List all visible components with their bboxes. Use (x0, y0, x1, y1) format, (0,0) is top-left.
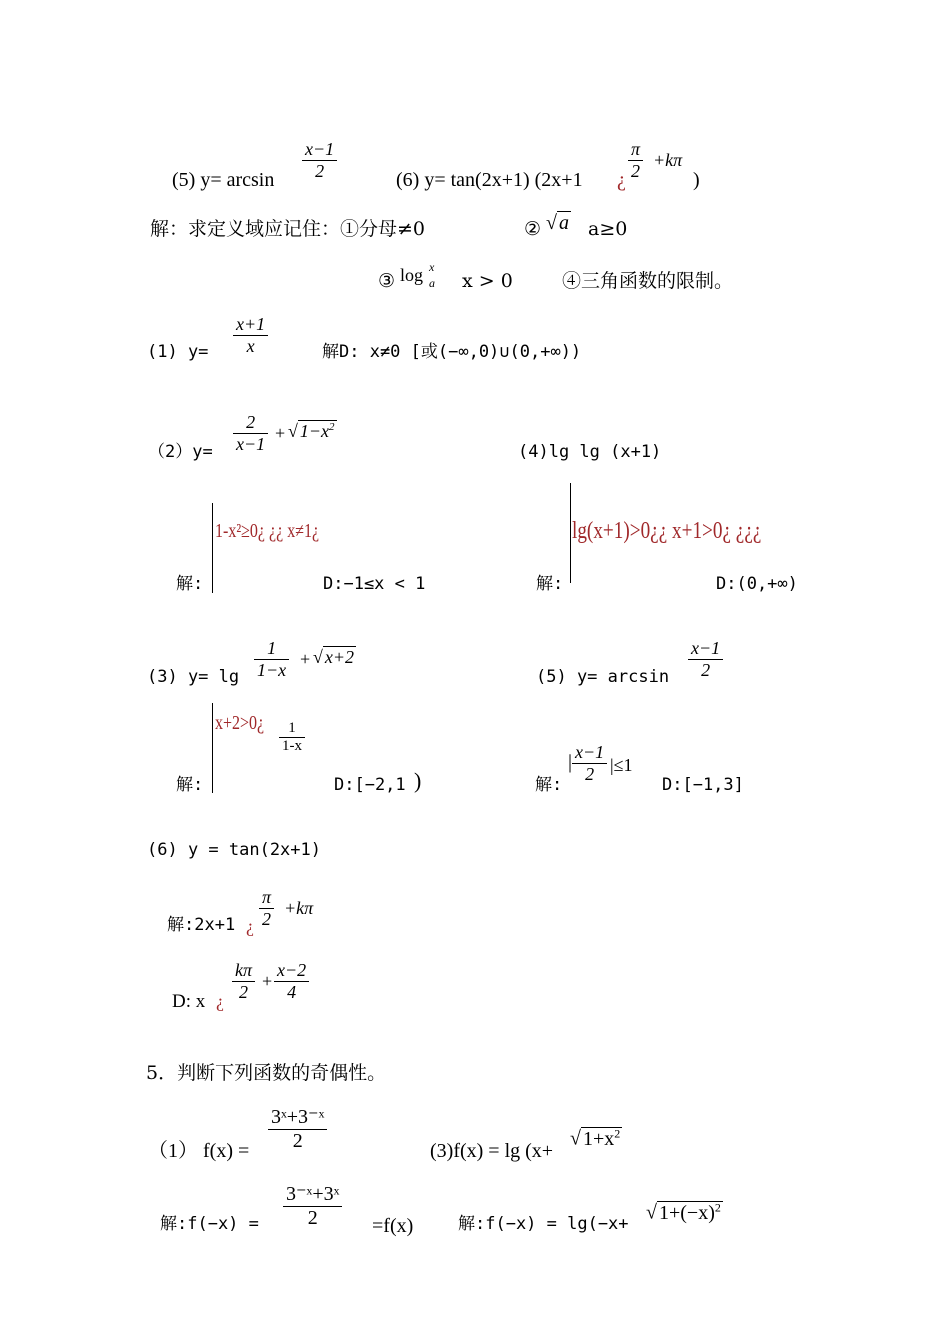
q3-domain: D:[−2,1 (334, 775, 406, 795)
q6-domain-fraction-2 (274, 960, 309, 1002)
s5-p3-sqrt: √ $1+x^2$ (570, 1126, 621, 1150)
s5-s3-label: 解:f(−x) = lg(−x+ (458, 1214, 629, 1234)
s5-p1-numerator: 3ˣ+3⁻ˣ (268, 1106, 327, 1130)
q3-solution-brace (212, 703, 213, 793)
q4-solution-brace (570, 483, 571, 583)
q4-label: (4)lg lg (x+1) (518, 442, 662, 462)
rule-3-condition: x > 0 (462, 270, 513, 292)
q6-domain-num-2: x−2 (274, 960, 309, 982)
rule-3-log: log (400, 265, 424, 285)
s5-s1-fraction (283, 1183, 342, 1230)
q6-domain-num-1: kπ (232, 960, 255, 982)
q3-solution-fraction (279, 720, 305, 756)
q3-radicand: x+2 (324, 647, 355, 667)
q6-domain-den-1: 2 (239, 981, 248, 1002)
q4-domain: D:(0,+∞) (716, 574, 798, 594)
q2-radicand-sup: 2 (329, 421, 335, 433)
p6-tail: +kπ (653, 150, 683, 170)
q3-sqrt: √ x+2 (313, 647, 355, 667)
q5-numerator: x−1 (688, 638, 723, 660)
q5-solution-fraction (572, 742, 607, 784)
q5-label: (5) y= arcsin (536, 667, 670, 687)
q6-domain-glyph: ¿ (216, 991, 224, 1011)
p5-label: (5) y= arcsin (172, 169, 275, 191)
q1-fraction (233, 314, 268, 356)
q3-domain-close: ) (414, 768, 422, 793)
q4-solution-garbled: lg(x+1)>0¿¿ x+1>0¿ ¿¿¿ (572, 518, 762, 544)
rule-intro: 解：求定义域应记住：①分母≠0 (150, 218, 426, 240)
q2-plus: + (275, 423, 286, 443)
q3-solution-numerator: 1 (279, 720, 305, 738)
rule-3-sub: a (429, 276, 435, 290)
q6-fraction (259, 887, 274, 929)
s5-s1-numerator: 3⁻ˣ+3ˣ (283, 1183, 342, 1207)
q6-numerator: π (259, 887, 274, 909)
s5-s3-sup: 2 (714, 1200, 721, 1214)
q3-numerator: 1 (254, 638, 289, 660)
q5-solution-numerator: x−1 (572, 742, 607, 764)
q6-denominator: 2 (262, 908, 272, 929)
s5-s1-tail: =f(x) (372, 1215, 414, 1237)
q2-label: （2）y= (148, 442, 213, 462)
q2-domain: D:−1≤x < 1 (323, 574, 426, 594)
rule-2-marker: ② (524, 218, 542, 240)
q1-answer: 解D: x≠0 [或(−∞,0)∪(0,+∞)) (322, 342, 582, 362)
s5-s1-label: 解:f(−x) = (160, 1214, 259, 1234)
p6-close: ) (693, 169, 700, 191)
p6-fraction (628, 139, 643, 181)
s5-p3-radicand: 1+x (582, 1127, 615, 1150)
s5-p1-fraction (268, 1106, 327, 1153)
rule-3-marker: ③ (378, 270, 396, 292)
q6-garbled-glyph: ¿ (246, 916, 254, 936)
p5-numerator: x−1 (302, 139, 337, 161)
q2-numerator: 2 (233, 412, 268, 434)
q2-solution-label: 解: (176, 574, 204, 594)
q2-solution-garbled: 1-x²≥0¿ ¿¿ x≠1¿ (215, 520, 320, 542)
q1-label: (1) y= (147, 342, 209, 362)
q3-solution-label: 解: (176, 775, 204, 795)
q2-radicand: 1−x (299, 421, 330, 441)
rule-2-condition: a≥0 (588, 218, 628, 240)
q5-solution-tail: |≤1 (610, 755, 633, 775)
q1-numerator: x+1 (233, 314, 268, 336)
rule-2-sqrt: √ a (546, 212, 569, 234)
s5-s3-sqrt: √ $1+(-x)^2$ (646, 1200, 721, 1224)
p5-fraction (302, 139, 337, 181)
q3-fraction (254, 638, 289, 680)
q3-label: (3) y= lg (147, 667, 240, 687)
p6-denominator: 2 (631, 160, 641, 181)
rule-2-radicand: a (558, 212, 569, 234)
q6-label: (6) y = tan(2x+1) (147, 840, 321, 860)
rule-3-sup: x (429, 260, 435, 274)
q5-abs-open: | (568, 751, 573, 773)
rule-4: ④三角函数的限制。 (562, 270, 734, 292)
q1-denominator: x (246, 335, 255, 356)
q3-solution-denominator: 1-x (282, 738, 302, 755)
q6-domain-label: D: x (172, 991, 206, 1012)
s5-p3-sup: 2 (614, 1126, 621, 1140)
q6-domain-plus: + (262, 971, 273, 991)
q3-solution-garbled-1: x+2>0¿ (215, 712, 265, 734)
p6-numerator: π (628, 139, 643, 161)
s5-p3-label: (3)f(x) = lg (x+ (430, 1140, 554, 1162)
q2-denominator: x−1 (236, 433, 266, 454)
q2-sqrt: √ $1-x^2$ (288, 421, 335, 441)
p6-label: (6) y= tan(2x+1) (2x+1 (396, 169, 583, 191)
p5-denominator: 2 (315, 160, 325, 181)
q6-domain-fraction-1 (232, 960, 255, 1002)
s5-s1-denominator: 2 (307, 1207, 318, 1229)
q5-denominator: 2 (701, 659, 711, 680)
s5-p1-denominator: 2 (292, 1130, 303, 1152)
q6-tail: +kπ (284, 898, 314, 918)
q6-solution-label: 解:2x+1 (167, 915, 236, 935)
q6-domain-den-2: 4 (287, 981, 297, 1002)
q3-denominator: 1−x (257, 659, 287, 680)
section5-title: 5．判断下列函数的奇偶性。 (146, 1062, 387, 1084)
q2-fraction (233, 412, 268, 454)
s5-p1-label: （1） f(x) = (148, 1140, 250, 1162)
q3-plus: + (300, 649, 311, 669)
s5-s3-radicand: 1+(−x) (658, 1201, 715, 1224)
q5-solution-label: 解: (535, 775, 563, 795)
q5-solution-denominator: 2 (585, 763, 595, 784)
q5-fraction (688, 638, 723, 680)
q5-domain: D:[−1,3] (662, 775, 744, 795)
q2-solution-brace (212, 503, 213, 593)
q4-solution-label: 解: (536, 574, 564, 594)
p6-garbled-glyph: ¿ (617, 169, 626, 191)
